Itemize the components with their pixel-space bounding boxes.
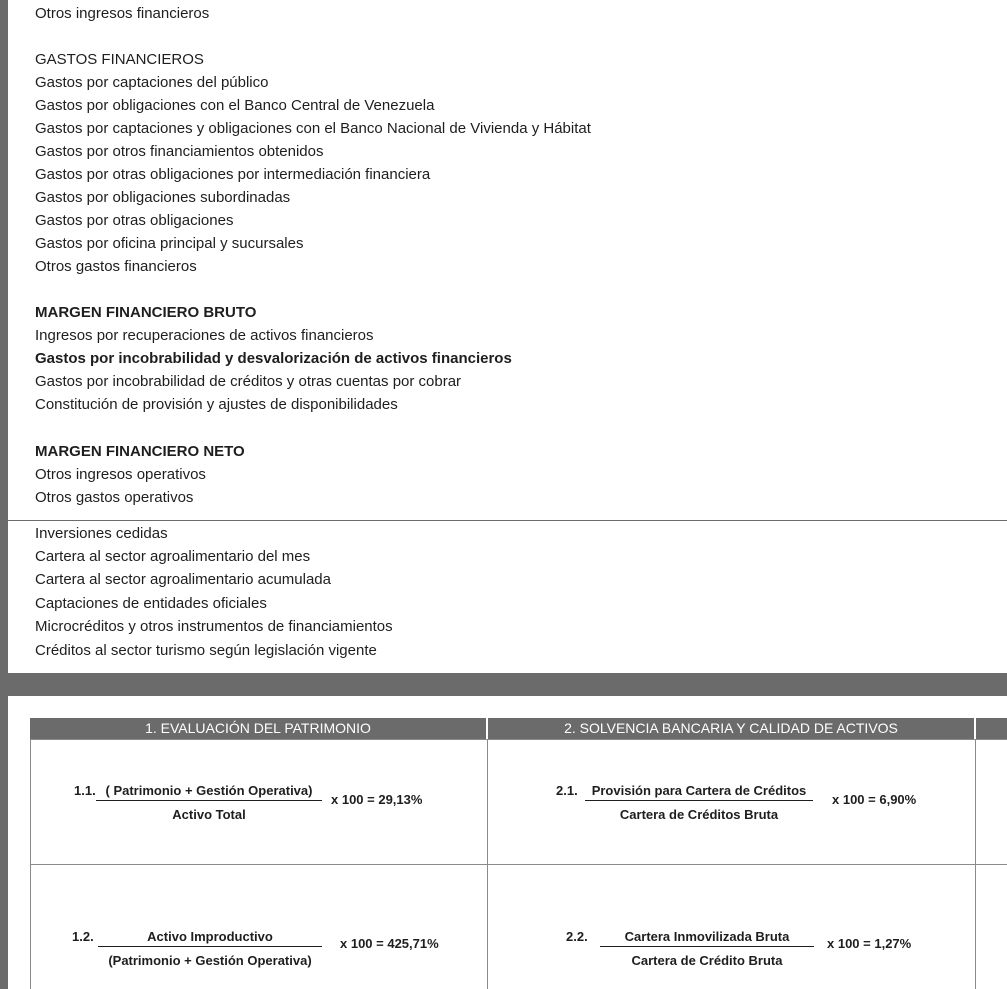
account-line: Créditos al sector turismo según legislación vigente <box>35 642 377 659</box>
section-heading: GASTOS FINANCIEROS <box>35 51 204 68</box>
account-line: Captaciones de entidades oficiales <box>35 595 267 612</box>
account-line: Inversiones cedidas <box>35 525 168 542</box>
section-heading: MARGEN FINANCIERO BRUTO <box>35 304 257 321</box>
formula-1-1-index: 1.1. <box>74 783 96 798</box>
account-line: Constitución de provisión y ajustes de disponibilidades <box>35 396 398 413</box>
formula-2-1-result: x 100 = 6,90% <box>832 792 917 807</box>
formula-1-1-numerator: ( Patrimonio + Gestión Operativa) <box>96 783 322 801</box>
grid-line <box>487 739 488 989</box>
account-line: Gastos por otras obligaciones por intermediación financiera <box>35 166 431 183</box>
account-line: Otros gastos financieros <box>35 258 197 275</box>
account-line-bold: Gastos por incobrabilidad y desvalorización de activos financieros <box>35 350 512 367</box>
formula-1-1-result: x 100 = 29,13% <box>331 792 423 807</box>
formula-2-1-index: 2.1. <box>556 783 578 798</box>
formula-1-2-fraction <box>98 929 322 968</box>
account-line: Otros ingresos financieros <box>35 5 210 22</box>
account-line: Ingresos por recuperaciones de activos financieros <box>35 327 374 344</box>
account-line: Otros gastos operativos <box>35 489 194 506</box>
section-heading: MARGEN FINANCIERO NETO <box>35 443 245 460</box>
formula-2-2-result: x 100 = 1,27% <box>827 936 912 951</box>
account-line: Microcréditos y otros instrumentos de financiamientos <box>35 618 393 635</box>
formula-1-1-fraction <box>96 783 322 822</box>
formula-2-1-numerator: Provisión para Cartera de Créditos <box>585 783 813 801</box>
col1-header: 1. EVALUACIÓN DEL PATRIMONIO <box>30 718 486 739</box>
grid-line <box>30 739 31 989</box>
formula-2-1-denominator: Cartera de Créditos Bruta <box>619 807 779 822</box>
account-line: Cartera al sector agroalimentario acumulada <box>35 571 331 588</box>
grid-line <box>30 739 1007 740</box>
account-line: Cartera al sector agroalimentario del mes <box>35 548 311 565</box>
formula-2-2-fraction <box>600 929 814 968</box>
account-line: Gastos por otras obligaciones <box>35 212 234 229</box>
account-line: Gastos por oficina principal y sucursales <box>35 235 304 252</box>
formula-2-2-index: 2.2. <box>566 929 588 944</box>
formula-1-1-denominator: Activo Total <box>172 807 246 822</box>
section-divider <box>8 520 1007 521</box>
grid-line <box>975 739 976 989</box>
formula-1-2-index: 1.2. <box>72 929 94 944</box>
account-line: Gastos por otros financiamientos obtenidos <box>35 143 324 160</box>
formula-2-2-denominator: Cartera de Crédito Bruta <box>631 953 783 968</box>
col2-header: 2. SOLVENCIA BANCARIA Y CALIDAD DE ACTIVOS <box>488 718 974 739</box>
formula-2-2-numerator: Cartera Inmovilizada Bruta <box>600 929 814 947</box>
grid-line <box>30 864 1007 865</box>
account-line: Gastos por obligaciones subordinadas <box>35 189 291 206</box>
header-band <box>8 673 1007 696</box>
formula-1-2-result: x 100 = 425,71% <box>340 936 439 951</box>
formula-1-2-denominator: (Patrimonio + Gestión Operativa) <box>108 953 312 968</box>
account-line: Gastos por obligaciones con el Banco Central de Venezuela <box>35 97 435 114</box>
formula-1-2-numerator: Activo Improductivo <box>98 929 322 947</box>
formula-2-1-fraction <box>585 783 813 822</box>
account-line: Gastos por captaciones del público <box>35 74 269 91</box>
left-margin-rule <box>0 0 8 989</box>
account-line: Gastos por incobrabilidad de créditos y otras cuentas por cobrar <box>35 373 462 390</box>
col3-header-partial <box>976 718 1007 739</box>
account-line: Otros ingresos operativos <box>35 466 206 483</box>
account-line: Gastos por captaciones y obligaciones con el Banco Nacional de Vivienda y Hábitat <box>35 120 591 137</box>
